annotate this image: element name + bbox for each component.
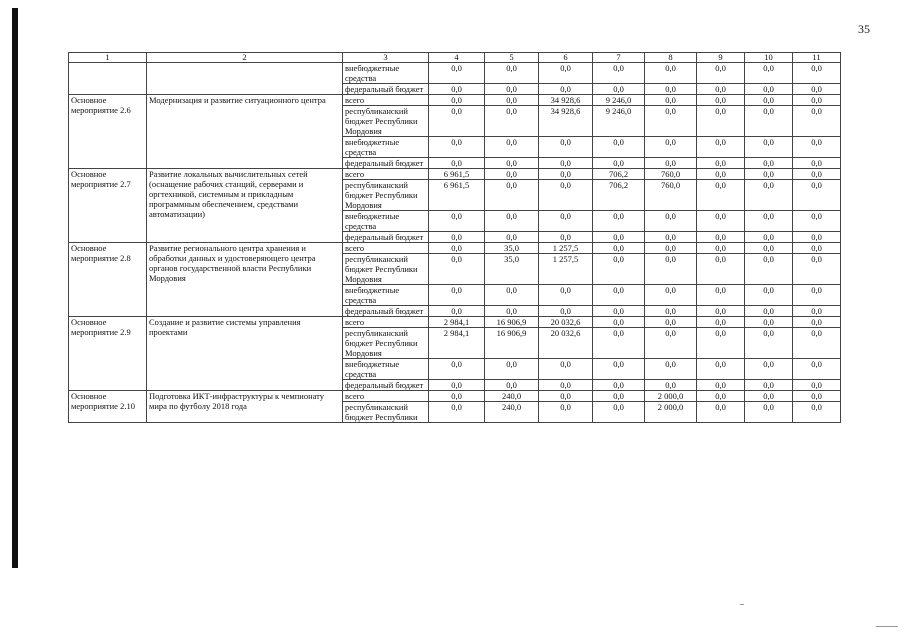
value-cell: 34 928,6 [539, 95, 593, 106]
value-cell: 0,0 [593, 402, 645, 423]
value-cell: 0,0 [645, 158, 697, 169]
value-cell: 0,0 [645, 84, 697, 95]
value-cell: 0,0 [539, 158, 593, 169]
value-cell: 0,0 [593, 391, 645, 402]
value-cell: 0,0 [645, 359, 697, 380]
value-cell: 0,0 [593, 158, 645, 169]
value-cell: 0,0 [793, 285, 841, 306]
value-cell: 0,0 [539, 137, 593, 158]
value-cell: 0,0 [539, 180, 593, 211]
value-cell: 0,0 [429, 402, 485, 423]
value-cell: 2 000,0 [645, 391, 697, 402]
column-number: 5 [485, 53, 539, 63]
value-cell: 0,0 [429, 106, 485, 137]
value-cell: 0,0 [485, 285, 539, 306]
value-cell: 0,0 [793, 169, 841, 180]
funding-source: всего [343, 243, 429, 254]
value-cell: 0,0 [793, 232, 841, 243]
value-cell: 2 984,1 [429, 328, 485, 359]
value-cell: 0,0 [539, 391, 593, 402]
value-cell: 0,0 [593, 317, 645, 328]
value-cell: 0,0 [793, 137, 841, 158]
funding-source: республиканский бюджет Республики Мордовия [343, 106, 429, 137]
value-cell: 0,0 [697, 402, 745, 423]
table-row [69, 317, 841, 328]
measure-name: Основное мероприятие 2.10 [69, 391, 147, 423]
value-cell: 0,0 [485, 380, 539, 391]
value-cell: 0,0 [429, 211, 485, 232]
value-cell: 0,0 [645, 137, 697, 158]
value-cell: 0,0 [697, 317, 745, 328]
value-cell: 0,0 [793, 211, 841, 232]
value-cell: 0,0 [429, 63, 485, 84]
value-cell: 0,0 [745, 317, 793, 328]
table-row [69, 391, 841, 402]
value-cell: 0,0 [539, 211, 593, 232]
value-cell: 0,0 [645, 285, 697, 306]
value-cell: 0,0 [697, 95, 745, 106]
measure-description: Создание и развитие системы управления проектами [147, 317, 343, 391]
funding-source: внебюджетные средства [343, 63, 429, 84]
value-cell: 0,0 [793, 106, 841, 137]
funding-source: внебюджетные средства [343, 359, 429, 380]
value-cell: 0,0 [697, 328, 745, 359]
value-cell: 0,0 [697, 137, 745, 158]
value-cell: 0,0 [593, 380, 645, 391]
value-cell: 0,0 [745, 158, 793, 169]
scan-mark [740, 604, 744, 605]
value-cell: 0,0 [539, 359, 593, 380]
column-number: 7 [593, 53, 645, 63]
measure-name: Основное мероприятие 2.6 [69, 95, 147, 169]
funding-source: всего [343, 317, 429, 328]
value-cell: 0,0 [593, 232, 645, 243]
value-cell: 0,0 [485, 63, 539, 84]
value-cell: 0,0 [485, 95, 539, 106]
value-cell: 0,0 [593, 254, 645, 285]
value-cell: 0,0 [429, 391, 485, 402]
value-cell: 0,0 [697, 243, 745, 254]
value-cell: 0,0 [429, 243, 485, 254]
measure-name: Основное мероприятие 2.7 [69, 169, 147, 243]
value-cell: 16 906,9 [485, 317, 539, 328]
funding-source: внебюджетные средства [343, 285, 429, 306]
value-cell: 35,0 [485, 254, 539, 285]
value-cell: 0,0 [793, 243, 841, 254]
value-cell: 0,0 [793, 306, 841, 317]
measure-description: Подготовка ИКТ-инфраструктуры к чемпионату мира по футболу 2018 года [147, 391, 343, 423]
value-cell: 0,0 [793, 317, 841, 328]
measure-name: Основное мероприятие 2.9 [69, 317, 147, 391]
value-cell: 0,0 [593, 359, 645, 380]
value-cell: 0,0 [697, 211, 745, 232]
funding-source: федеральный бюджет [343, 380, 429, 391]
table-body [69, 53, 841, 423]
funding-source: всего [343, 169, 429, 180]
value-cell: 2 000,0 [645, 402, 697, 423]
value-cell: 706,2 [593, 169, 645, 180]
column-number: 4 [429, 53, 485, 63]
value-cell: 0,0 [645, 254, 697, 285]
column-number: 8 [645, 53, 697, 63]
column-number: 6 [539, 53, 593, 63]
column-number: 1 [69, 53, 147, 63]
measure-description: Развитие локальных вычислительных сетей (оснащение рабочих станций, серверами и оргтехникой, системным и прикладным программным обеспечением, средствами автоматизации) [147, 169, 343, 243]
value-cell: 0,0 [645, 243, 697, 254]
funding-source: внебюджетные средства [343, 211, 429, 232]
value-cell: 0,0 [745, 169, 793, 180]
value-cell: 0,0 [645, 232, 697, 243]
value-cell: 0,0 [745, 180, 793, 211]
value-cell: 0,0 [697, 158, 745, 169]
value-cell: 0,0 [793, 63, 841, 84]
value-cell: 0,0 [485, 180, 539, 211]
value-cell: 0,0 [429, 232, 485, 243]
value-cell: 0,0 [745, 380, 793, 391]
value-cell: 0,0 [593, 243, 645, 254]
value-cell: 0,0 [429, 306, 485, 317]
value-cell: 706,2 [593, 180, 645, 211]
value-cell: 0,0 [539, 232, 593, 243]
value-cell: 0,0 [539, 84, 593, 95]
value-cell: 0,0 [793, 328, 841, 359]
value-cell: 6 961,5 [429, 169, 485, 180]
value-cell: 0,0 [745, 232, 793, 243]
value-cell: 0,0 [593, 211, 645, 232]
value-cell: 0,0 [593, 306, 645, 317]
value-cell: 1 257,5 [539, 254, 593, 285]
funding-source: всего [343, 391, 429, 402]
scan-binding-bar [12, 8, 18, 568]
table-row [69, 95, 841, 106]
value-cell: 20 032,6 [539, 328, 593, 359]
value-cell: 0,0 [745, 285, 793, 306]
value-cell: 9 246,0 [593, 95, 645, 106]
value-cell: 0,0 [539, 402, 593, 423]
value-cell: 0,0 [697, 359, 745, 380]
value-cell: 0,0 [793, 402, 841, 423]
table-row [69, 63, 841, 84]
funding-source: внебюджетные средства [343, 137, 429, 158]
value-cell: 0,0 [645, 317, 697, 328]
value-cell: 0,0 [645, 328, 697, 359]
value-cell: 760,0 [645, 169, 697, 180]
value-cell: 240,0 [485, 391, 539, 402]
value-cell: 0,0 [745, 243, 793, 254]
value-cell: 0,0 [793, 95, 841, 106]
value-cell: 0,0 [745, 95, 793, 106]
value-cell: 0,0 [645, 306, 697, 317]
value-cell: 0,0 [697, 380, 745, 391]
value-cell: 0,0 [429, 158, 485, 169]
value-cell: 0,0 [485, 106, 539, 137]
measure-name: Основное мероприятие 2.8 [69, 243, 147, 317]
value-cell: 0,0 [485, 306, 539, 317]
value-cell: 0,0 [429, 359, 485, 380]
value-cell: 0,0 [697, 169, 745, 180]
value-cell: 0,0 [745, 391, 793, 402]
value-cell: 0,0 [485, 137, 539, 158]
value-cell: 0,0 [697, 106, 745, 137]
measure-name-cell [69, 63, 147, 95]
funding-source: всего [343, 95, 429, 106]
value-cell: 0,0 [793, 359, 841, 380]
value-cell: 1 257,5 [539, 243, 593, 254]
value-cell: 0,0 [697, 232, 745, 243]
value-cell: 0,0 [745, 63, 793, 84]
value-cell: 0,0 [485, 232, 539, 243]
value-cell: 0,0 [645, 211, 697, 232]
value-cell: 0,0 [697, 391, 745, 402]
value-cell: 0,0 [793, 380, 841, 391]
measure-description: Развитие регионального центра хранения и обработки данных и удостоверяющего центра органов государственной власти Республики Мордовия [147, 243, 343, 317]
value-cell: 16 906,9 [485, 328, 539, 359]
value-cell: 0,0 [593, 63, 645, 84]
value-cell: 0,0 [485, 359, 539, 380]
column-number-row [69, 53, 841, 63]
value-cell: 9 246,0 [593, 106, 645, 137]
funding-source: федеральный бюджет [343, 158, 429, 169]
value-cell: 0,0 [539, 306, 593, 317]
value-cell: 0,0 [793, 84, 841, 95]
funding-source: федеральный бюджет [343, 232, 429, 243]
value-cell: 0,0 [745, 254, 793, 285]
value-cell: 0,0 [697, 254, 745, 285]
value-cell: 0,0 [697, 180, 745, 211]
value-cell: 0,0 [645, 95, 697, 106]
scan-mark [876, 626, 898, 627]
value-cell: 0,0 [539, 169, 593, 180]
value-cell: 0,0 [429, 137, 485, 158]
budget-table [68, 52, 841, 423]
column-number: 2 [147, 53, 343, 63]
value-cell: 0,0 [539, 63, 593, 84]
funding-source: федеральный бюджет [343, 84, 429, 95]
value-cell: 0,0 [745, 106, 793, 137]
column-number: 11 [793, 53, 841, 63]
funding-source: федеральный бюджет [343, 306, 429, 317]
value-cell: 2 984,1 [429, 317, 485, 328]
value-cell: 0,0 [593, 328, 645, 359]
value-cell: 0,0 [745, 84, 793, 95]
column-number: 3 [343, 53, 429, 63]
value-cell: 0,0 [429, 254, 485, 285]
table-row [69, 243, 841, 254]
value-cell: 34 928,6 [539, 106, 593, 137]
value-cell: 0,0 [539, 380, 593, 391]
value-cell: 0,0 [745, 328, 793, 359]
value-cell: 0,0 [793, 180, 841, 211]
measure-description: Модернизация и развитие ситуационного центра [147, 95, 343, 169]
funding-source: республиканский бюджет Республики Мордовия [343, 254, 429, 285]
value-cell: 0,0 [485, 84, 539, 95]
value-cell: 0,0 [645, 380, 697, 391]
page-number: 35 [858, 22, 870, 36]
value-cell: 6 961,5 [429, 180, 485, 211]
value-cell: 0,0 [697, 285, 745, 306]
column-number: 9 [697, 53, 745, 63]
value-cell: 0,0 [697, 63, 745, 84]
value-cell: 0,0 [745, 402, 793, 423]
value-cell: 0,0 [793, 254, 841, 285]
value-cell: 0,0 [645, 63, 697, 84]
value-cell: 0,0 [485, 169, 539, 180]
value-cell: 0,0 [593, 285, 645, 306]
measure-description-cell [147, 63, 343, 95]
value-cell: 0,0 [793, 158, 841, 169]
funding-source: республиканский бюджет Республики [343, 402, 429, 423]
value-cell: 0,0 [593, 137, 645, 158]
table-row [69, 169, 841, 180]
funding-source: республиканский бюджет Республики Мордовия [343, 328, 429, 359]
value-cell: 0,0 [429, 285, 485, 306]
value-cell: 0,0 [485, 158, 539, 169]
value-cell: 240,0 [485, 402, 539, 423]
value-cell: 760,0 [645, 180, 697, 211]
value-cell: 0,0 [539, 285, 593, 306]
value-cell: 0,0 [429, 95, 485, 106]
value-cell: 0,0 [429, 380, 485, 391]
value-cell: 0,0 [593, 84, 645, 95]
value-cell: 0,0 [645, 106, 697, 137]
funding-source: республиканский бюджет Республики Мордовия [343, 180, 429, 211]
value-cell: 20 032,6 [539, 317, 593, 328]
value-cell: 35,0 [485, 243, 539, 254]
value-cell: 0,0 [485, 211, 539, 232]
value-cell: 0,0 [697, 306, 745, 317]
value-cell: 0,0 [793, 391, 841, 402]
value-cell: 0,0 [429, 84, 485, 95]
value-cell: 0,0 [745, 306, 793, 317]
value-cell: 0,0 [745, 359, 793, 380]
value-cell: 0,0 [745, 137, 793, 158]
value-cell: 0,0 [745, 211, 793, 232]
value-cell: 0,0 [697, 84, 745, 95]
column-number: 10 [745, 53, 793, 63]
